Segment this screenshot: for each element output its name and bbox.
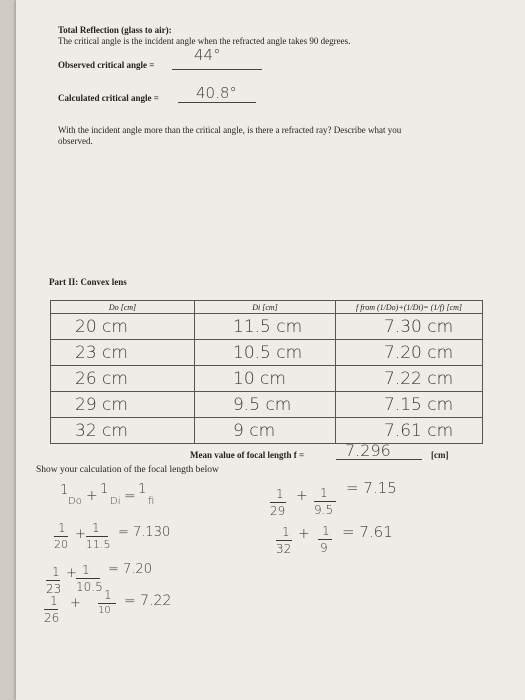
calc-denominator-do: 26 bbox=[44, 611, 60, 625]
do-cell: 26 cm bbox=[51, 366, 195, 392]
mean-focal-unit: [cm] bbox=[431, 450, 449, 460]
critical-angle-description: The critical angle is the incident angle when the refracted angle takes 90 degrees. bbox=[58, 36, 351, 46]
do-cell: 29 cm bbox=[51, 392, 195, 418]
formula-denominator-3: fi bbox=[148, 496, 155, 507]
formula-numerator-2: 1 bbox=[100, 482, 109, 497]
calc-denominator-di: 10.5 bbox=[76, 580, 103, 594]
plus-sign: + bbox=[298, 526, 310, 542]
table-row bbox=[51, 418, 483, 444]
refracted-ray-question: With the incident angle more than the critical angle, is there a refracted ray? Describe what you bbox=[58, 125, 402, 135]
table-row bbox=[51, 392, 483, 418]
di-cell: 9 cm bbox=[195, 418, 336, 444]
plus-sign: + bbox=[296, 488, 308, 504]
column-header-di: Di [cm] bbox=[195, 301, 336, 314]
numerator: 1 bbox=[282, 525, 290, 539]
plus-sign: + bbox=[86, 488, 98, 504]
table-row bbox=[51, 366, 483, 392]
calculated-angle-label: Calculated critical angle = bbox=[58, 93, 159, 103]
di-cell: 9.5 cm bbox=[195, 392, 336, 418]
calc-denominator-do: 20 bbox=[54, 538, 68, 551]
equals-sign: = bbox=[124, 488, 136, 504]
f-cell: 7.22 cm bbox=[336, 366, 483, 392]
table-row bbox=[51, 340, 483, 366]
total-reflection-heading: Total Reflection (glass to air): bbox=[58, 25, 172, 35]
plus-sign: + bbox=[75, 527, 86, 542]
fraction-bar bbox=[46, 580, 60, 581]
calculated-angle-value: 40.8° bbox=[196, 84, 237, 102]
do-cell: 23 cm bbox=[51, 340, 195, 366]
numerator: 1 bbox=[82, 563, 90, 577]
formula-numerator-1: 1 bbox=[60, 483, 69, 498]
calc-result: = 7.130 bbox=[118, 525, 171, 540]
f-cell: 7.15 cm bbox=[336, 392, 483, 418]
fraction-bar bbox=[276, 540, 292, 541]
calc-result: = 7.22 bbox=[124, 593, 172, 609]
formula-denominator-1: Do bbox=[68, 496, 82, 507]
observed-angle-line bbox=[172, 69, 262, 70]
refracted-ray-question-cont: observed. bbox=[58, 136, 93, 146]
calculated-angle-line bbox=[178, 102, 256, 103]
mean-focal-label: Mean value of focal length f = bbox=[190, 450, 305, 460]
do-cell: 20 cm bbox=[51, 314, 195, 340]
column-header-do: Do [cm] bbox=[51, 301, 195, 314]
calc-result: = 7.15 bbox=[346, 479, 397, 497]
calc-result: = 7.20 bbox=[108, 562, 152, 577]
observed-angle-label: Observed critical angle = bbox=[58, 60, 155, 70]
mean-focal-value: 7.296 bbox=[345, 441, 391, 460]
fraction-bar bbox=[314, 501, 336, 502]
di-cell: 10.5 cm bbox=[195, 340, 336, 366]
formula-denominator-2: Di bbox=[110, 496, 121, 507]
fraction-bar bbox=[44, 609, 58, 610]
numerator: 1 bbox=[50, 594, 58, 608]
plus-sign: + bbox=[70, 596, 81, 611]
calc-denominator-do: 32 bbox=[276, 542, 292, 556]
f-cell: 7.20 cm bbox=[336, 340, 483, 366]
calc-result: = 7.61 bbox=[342, 523, 393, 541]
f-cell: 7.61 cm bbox=[336, 418, 483, 444]
calc-denominator-di: 10 bbox=[98, 605, 111, 616]
do-cell: 32 cm bbox=[51, 418, 195, 444]
numerator: 1 bbox=[92, 521, 100, 535]
column-header-f: f from (1/Do)+(1/Di)= (1/f) [cm] bbox=[336, 301, 483, 314]
fraction-bar bbox=[76, 578, 100, 579]
fraction-bar bbox=[318, 539, 332, 540]
calc-denominator-di: 9.5 bbox=[314, 503, 334, 517]
plus-sign: + bbox=[66, 566, 77, 581]
calc-denominator-di: 9 bbox=[320, 541, 328, 555]
calc-denominator-do: 29 bbox=[270, 504, 286, 518]
f-cell: 7.30 cm bbox=[336, 314, 483, 340]
numerator: 1 bbox=[276, 487, 284, 501]
convex-lens-table bbox=[50, 300, 483, 444]
calc-denominator-di: 11.5 bbox=[86, 538, 111, 551]
part2-heading: Part II: Convex lens bbox=[49, 277, 127, 287]
di-cell: 10 cm bbox=[195, 366, 336, 392]
di-cell: 11.5 cm bbox=[195, 314, 336, 340]
fraction-bar bbox=[270, 502, 286, 503]
numerator: 1 bbox=[322, 524, 330, 538]
numerator: 1 bbox=[320, 486, 328, 500]
calc-denominator-do: 23 bbox=[46, 582, 62, 596]
numerator: 1 bbox=[58, 521, 66, 535]
observed-angle-value: 44° bbox=[194, 46, 221, 64]
fraction-bar bbox=[54, 536, 68, 537]
fraction-bar bbox=[86, 536, 108, 537]
table-row bbox=[51, 314, 483, 340]
numerator: 1 bbox=[104, 588, 112, 602]
show-calculation-label: Show your calculation of the focal length below bbox=[36, 465, 219, 475]
numerator: 1 bbox=[52, 565, 60, 579]
table-header-row bbox=[51, 301, 483, 314]
fraction-bar bbox=[98, 603, 116, 604]
formula-numerator-3: 1 bbox=[138, 482, 147, 497]
